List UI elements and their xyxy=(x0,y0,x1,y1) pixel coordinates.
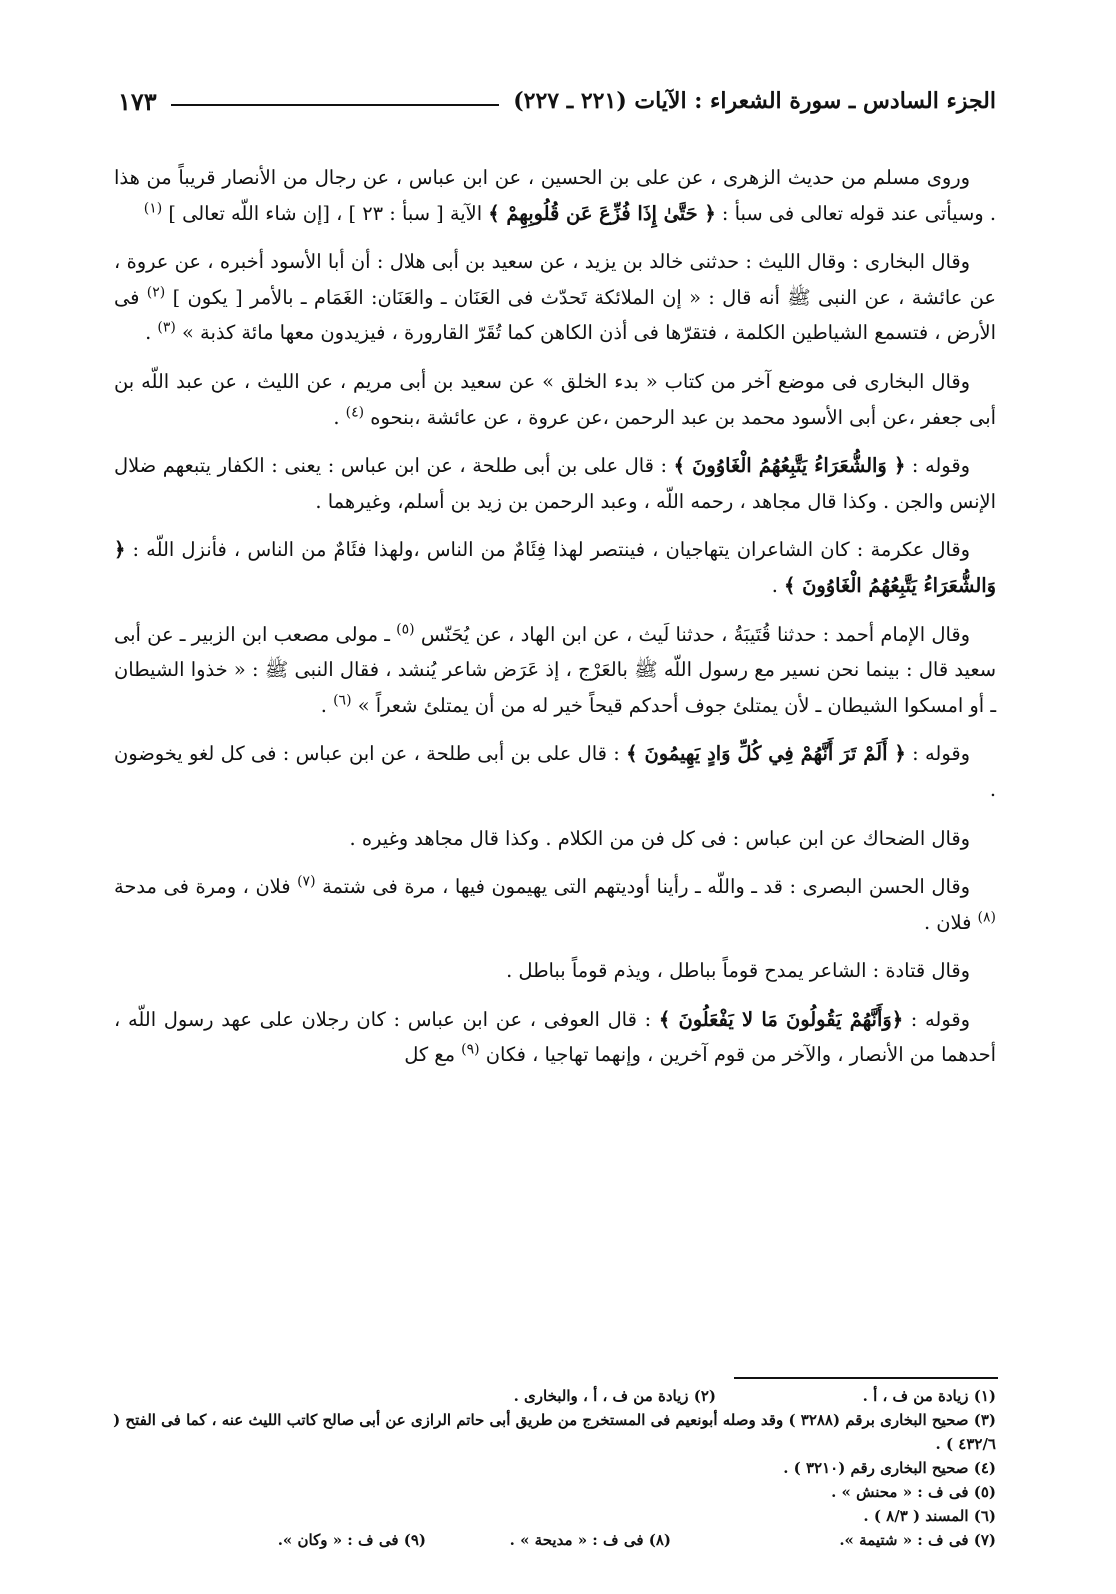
footnote: (٢) زيادة من ف ، أ ، والبخارى . xyxy=(513,1387,716,1405)
footnote-ref: (٧) xyxy=(297,873,316,890)
quran-quote: ﴿وَأَنَّهُمْ يَقُولُونَ مَا لا يَفْعَلُونَ ﴾ xyxy=(658,1007,904,1031)
footnote-ref: (٨) xyxy=(977,909,996,926)
paragraph: وقال عكرمة : كان الشاعران يتهاجيان ، فينتصر لهذا فِئَامٌ من الناس ،ولهذا فئَامٌ من الناس ، فأنزل اللّه : ﴿ وَالشُّعَرَاءُ يَتَّبِعُهُمُ الْغَاوُونَ ﴾ . xyxy=(114,538,996,597)
footnote: (٧) فى ف : « شتيمة ». xyxy=(839,1531,996,1549)
footnote-ref: (٦) xyxy=(333,692,352,709)
footnote-separator xyxy=(734,1377,998,1379)
quran-quote: ﴿ وَالشُّعَرَاءُ يَتَّبِعُهُمُ الْغَاوُونَ ﴾ xyxy=(673,454,906,478)
page-number: ١٧٣ xyxy=(118,86,157,116)
footnote-ref: (٩) xyxy=(461,1042,480,1058)
footnote-row xyxy=(112,1528,996,1552)
quran-quote: ﴿ أَلَمْ تَرَ أَنَّهُمْ فِي كُلِّ وَادٍ يَهِيمُونَ ﴾ xyxy=(626,742,906,766)
paragraph: وقال الإمام أحمد : حدثنا قُتَيبَةُ ، حدثنا لَيث ، عن ابن الهاد ، عن يُحَنّس $^{(٥)}$ ـ مولى مصعب ابن الزبير ـ عن أبى سعيد قال : بينما نحن نسير مع رسول اللّه ﷺ بالعَرْج ، إذ عَرَض شاعر يُنشد ، فقال النبى ﷺ : « خذوا الشيطان ـ أو امسكوا الشيطان ـ لأن يمتلئ جوف أحدكم قيحاً خير له من أن يمتلئ شعراً » $^{(٦)}$ . xyxy=(114,621,996,717)
main-text xyxy=(114,160,996,1086)
paragraph: وقال الحسن البصرى : قد ـ واللّه ـ رأينا أوديتهم التى يهيمون فيها ، مرة فى شتمة $^{(٧)}$ فلان ، ومرة فى مدحة $^{(٨)}$ فلان . xyxy=(114,873,996,934)
footnote: (٥) فى ف : « محنش » . xyxy=(831,1483,996,1501)
footnote: (٨) فى ف : « مديحة » . xyxy=(509,1531,671,1549)
footnote-ref: (١) xyxy=(143,200,163,217)
paragraph: وقوله : ﴿ وَالشُّعَرَاءُ يَتَّبِعُهُمُ الْغَاوُونَ ﴾ : قال على بن أبى طلحة ، عن ابن عباس : يعنى : الكفار يتبعهم ضلال الإنس والجن . وكذا قال مجاهد ، رحمه اللّه ، وعبد الرحمن بن زيد بن أسلم، وغيرهما . xyxy=(114,454,996,513)
paragraph: وقال البخارى فى موضع آخر من كتاب « بدء الخلق » عن سعيد بن أبى مريم ، عن الليث ، عن عبد اللّه بن أبى جعفر ،عن أبى الأسود محمد بن عبد الرحمن ،عن عروة ، عن عائشة ،بنحوه $^{(٤)}$ . xyxy=(114,369,996,429)
running-title: الجزء السادس ـ سورة الشعراء : الآيات (٢٢١ ـ ٢٢٧) xyxy=(513,88,996,114)
footnote-ref: (٢) xyxy=(146,284,166,301)
paragraph: وقال قتادة : الشاعر يمدح قوماً بباطل ، ويذم قوماً بباطل . xyxy=(506,959,970,983)
header-rule xyxy=(171,104,500,106)
paragraph: وروى مسلم من حديث الزهرى ، عن على بن الحسين ، عن ابن عباس ، عن رجال من الأنصار قريباً من هذا . وسيأتى عند قوله تعالى فى سبأ : ﴿ حَتَّىٰ إِذَا فُزِّعَ عَن قُلُوبِهِمْ ﴾ الآية [ سبأ : ٢٣ ] ، [إن شاء اللّه تعالى ] $^{(١)}$ xyxy=(114,166,996,225)
footnotes xyxy=(112,1384,996,1552)
footnote-row xyxy=(112,1384,996,1408)
footnote: (٤) صحيح البخارى رقم (٣٢١٠ ) . xyxy=(783,1459,996,1477)
footnote: (١) زيادة من ف ، أ . xyxy=(862,1387,996,1405)
quran-quote: ﴿ وَالشُّعَرَاءُ يَتَّبِعُهُمُ الْغَاوُونَ ﴾ xyxy=(114,538,996,597)
footnote-ref: (٣) xyxy=(157,319,176,336)
paragraph: وقوله : ﴿ أَلَمْ تَرَ أَنَّهُمْ فِي كُلِّ وَادٍ يَهِيمُونَ ﴾ : قال على بن أبى طلحة ، عن ابن عباس : فى كل لغو يخوضون . xyxy=(114,742,996,801)
page-header xyxy=(118,80,996,122)
footnote: (٣) صحيح البخارى برقم (٣٢٨٨ ) وقد وصله أبونعيم فى المستخرج من طريق أبى حاتم الرازى عن أبى صالح كاتب الليث عنه ، كما فى الفتح ( ٤٣٢/٦ ) . xyxy=(113,1411,996,1453)
footnote: (٦) المسند ( ٨/٣ ) . xyxy=(863,1507,996,1525)
paragraph: وقال البخارى : وقال الليث : حدثنى خالد بن يزيد ، عن سعيد بن أبى هلال : أن أبا الأسود أخبره ، عن عروة ، عن عائشة ، عن النبى ﷺ أنه قال : « إن الملائكة تَحدّث فى العَنَان ـ والعَنَان: الغَمَام ـ بالأمر [ يكون ] $^{(٢)}$ فى الأرض ، فتسمع الشياطين الكلمة ، فتقرّها فى أذن الكاهن كما تُقَرّ القارورة ، فيزيدون معها مائة كذبة » $^{(٣)}$ . xyxy=(114,250,996,345)
footnote: (٩) فى ف : « وكان ». xyxy=(277,1531,426,1549)
paragraph: وقال الضحاك عن ابن عباس : فى كل فن من الكلام . وكذا قال مجاهد وغيره . xyxy=(349,826,970,850)
footnote-ref: (٤) xyxy=(345,404,365,421)
quran-quote: ﴿ حَتَّىٰ إِذَا فُزِّعَ عَن قُلُوبِهِمْ ﴾ xyxy=(488,201,716,225)
footnote-ref: (٥) xyxy=(396,621,415,638)
paragraph: وقوله : ﴿وَأَنَّهُمْ يَقُولُونَ مَا لا يَفْعَلُونَ ﴾ : قال العوفى ، عن ابن عباس : كان رجلان على عهد رسول اللّه ، أحدهما من الأنصار ، والآخر من قوم آخرين ، وإنهما تهاجيا ، فكان $^{(٩)}$ مع كل xyxy=(114,1007,996,1067)
